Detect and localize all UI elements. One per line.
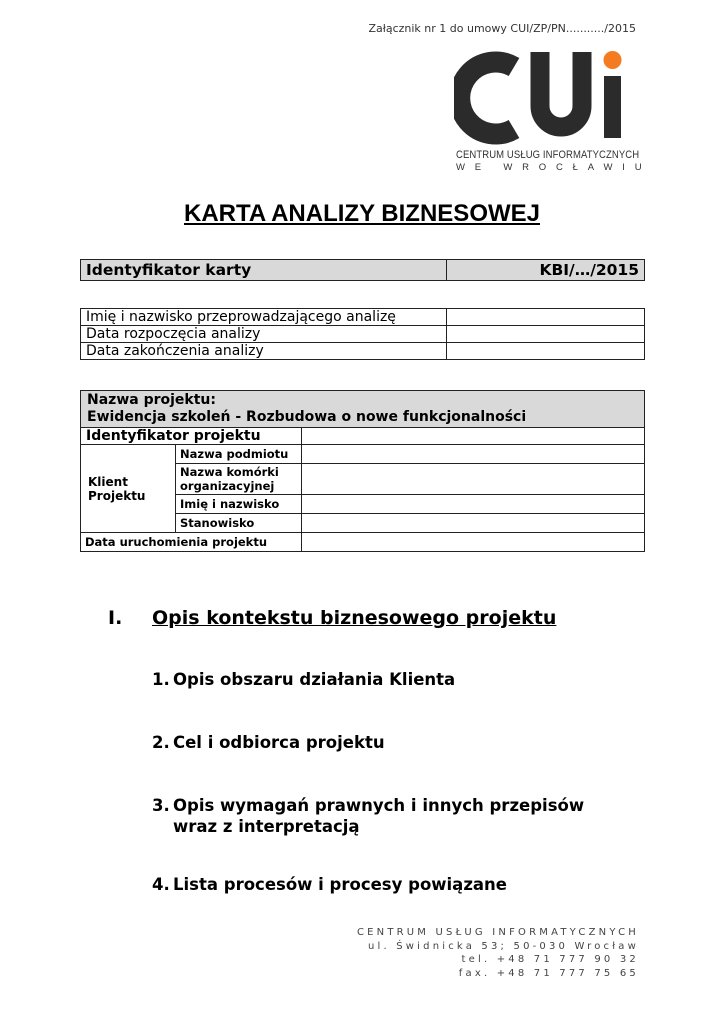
client-unit-value[interactable]: [302, 464, 645, 495]
list-item-text: Cel i odbiorca projektu: [173, 733, 385, 752]
client-entity-label: Nazwa podmiotu: [176, 445, 302, 464]
list-item: [152, 669, 633, 690]
client-label-line2: Projektu: [88, 488, 146, 503]
table-row: [81, 343, 645, 360]
client-position-value[interactable]: [302, 514, 645, 533]
logo-orange-dot: [604, 51, 622, 69]
card-id-label: Identyfikator karty: [81, 260, 447, 281]
client-row: [81, 445, 645, 464]
launch-date-row: [81, 533, 645, 552]
end-date-value[interactable]: [447, 343, 645, 360]
section-number: I.: [108, 607, 123, 629]
start-date-label: Data rozpoczęcia analizy: [81, 326, 447, 343]
logo-letter-i: [604, 76, 621, 138]
section-heading: [108, 607, 556, 629]
footer-street: ul. Świdnicka 53; 50-030 Wrocław: [367, 940, 639, 952]
end-date-label: Data zakończenia analizy: [81, 343, 447, 360]
analyst-name-value[interactable]: [447, 309, 645, 326]
list-item-text: Lista procesów i procesy powiązane: [173, 875, 507, 894]
list-item: [152, 795, 613, 837]
launch-date-label: Data uruchomienia projektu: [81, 533, 302, 552]
section-title: Opis kontekstu biznesowego projektu: [152, 607, 557, 629]
list-item-text: Opis wymagań prawnych i innych przepisów wraz z interpretacją: [173, 796, 585, 836]
project-id-label: Identyfikator projektu: [81, 428, 302, 445]
analyst-name-label: Imię i nazwisko przeprowadzającego analizę: [81, 309, 447, 326]
client-person-value[interactable]: [302, 495, 645, 514]
list-item-text: Opis obszaru działania Klienta: [173, 670, 456, 689]
cui-logo: [454, 48, 652, 176]
project-id-value[interactable]: [302, 428, 645, 445]
card-id-table: [80, 259, 645, 281]
card-id-row: [81, 260, 645, 281]
document-title: KARTA ANALIZY BIZNESOWEJ: [183, 200, 540, 227]
cui-logo-mark: [454, 48, 644, 148]
logo-letter-u: [540, 52, 582, 127]
annex-reference: Załącznik nr 1 do umowy CUI/ZP/PN.........../2015: [368, 22, 636, 35]
card-id-value[interactable]: KBI/…/2015: [447, 260, 645, 281]
list-item-number: 1.: [152, 670, 170, 689]
project-name-row: [81, 391, 645, 428]
list-item-number: 4.: [152, 875, 170, 894]
project-table: [80, 390, 645, 552]
project-name-cell: [81, 391, 645, 428]
list-item: [152, 732, 633, 753]
client-entity-value[interactable]: [302, 445, 645, 464]
logo-text-line1: CENTRUM USŁUG INFORMATYCZNYCH: [456, 149, 640, 162]
logo-letter-c: [460, 62, 514, 134]
table-row: [81, 326, 645, 343]
client-person-label: Imię i nazwisko: [176, 495, 302, 514]
footer-address: [356, 926, 639, 980]
client-position-label: Stanowisko: [176, 514, 302, 533]
list-item-number: 2.: [152, 733, 170, 752]
list-item-number: 3.: [152, 796, 170, 815]
project-id-row: [81, 428, 645, 445]
client-label: [81, 445, 176, 533]
client-unit-label: Nazwa komórki organizacyjnej: [176, 464, 302, 495]
start-date-value[interactable]: [447, 326, 645, 343]
logo-text-line2: WE WROCŁAWIU: [456, 162, 652, 173]
list-item: [152, 874, 633, 895]
footer-fax: fax. +48 71 777 75 65: [458, 967, 639, 979]
footer-company: CENTRUM USŁUG INFORMATYCZNYCH: [356, 927, 639, 938]
project-name-label: Nazwa projektu:: [87, 392, 216, 408]
client-label-line1: Klient: [88, 474, 128, 489]
footer-phone: tel. +48 71 777 90 32: [461, 954, 639, 966]
table-row: [81, 309, 645, 326]
launch-date-value[interactable]: [302, 533, 645, 552]
analysis-table: [80, 308, 645, 360]
project-name-value: Ewidencja szkoleń - Rozbudowa o nowe funkcjonalności: [87, 409, 527, 425]
